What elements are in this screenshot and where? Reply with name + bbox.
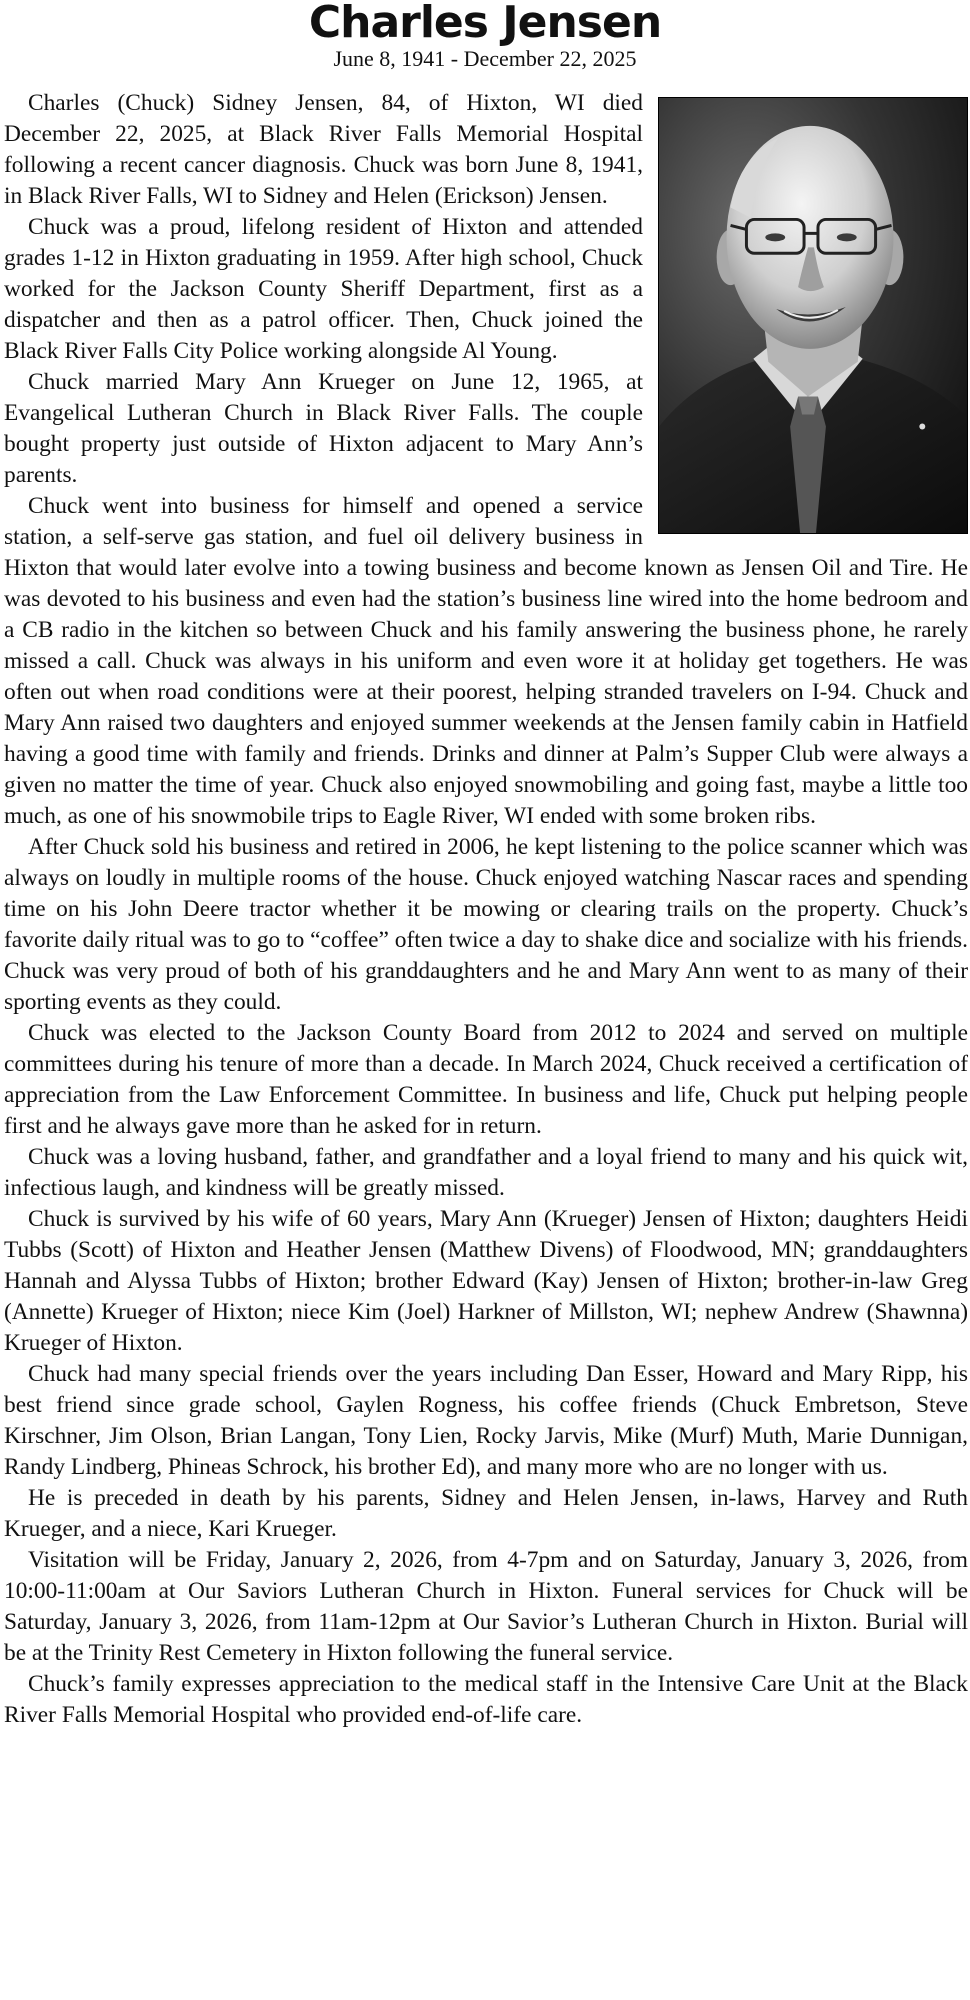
- paragraph-survivors: Chuck is survived by his wife of 60 years, Mary Ann (Krueger) Jensen of Hixton; daughters Heidi Tubbs (Scott) of Hixton and Heather Jensen (Matthew Divens) of Floodwood, MN; granddaughters Hannah and Alyssa Tubbs of Hixton; brother Edward (Kay) Jensen of Hixton; brother-in-law Greg (Annette) Krueger of Hixton; niece Kim (Joel) Harkner of Millston, WI; nephew Andrew (Shawnna) Krueger of Hixton.: [4, 1206, 968, 1356]
- paragraph-character: Chuck was a loving husband, father, and grandfather and a loyal friend to many and his quick wit, infectious laugh, and kindness will be greatly missed.: [4, 1144, 968, 1201]
- paragraph-marriage: Chuck married Mary Ann Krueger on June 12, 1965, at Evangelical Lutheran Church in Black River Falls. The couple bought property just outside of Hixton adjacent to Mary Ann’s parents.: [4, 369, 643, 488]
- paragraph-early-life: Chuck was a proud, lifelong resident of Hixton and attended grades 1-12 in Hixton graduating in 1959. After high school, Chuck worked for the Jackson County Sheriff Department, first as a dispatcher and then as a patrol officer. Then, Chuck joined the Black River Falls City Police working alongside Al Young.: [4, 214, 643, 364]
- obituary-body: [4, 88, 968, 1731]
- paragraph-retirement: After Chuck sold his business and retired in 2006, he kept listening to the police scanner which was always on loudly in multiple rooms of the house. Chuck enjoyed watching Nascar races and spending time on his John Deere tractor whether it be mowing or clearing trails on the property. Chuck’s favorite daily ritual was to go to “coffee” often twice a day to shake dice and socialize with his friends. Chuck was very proud of both of his granddaughters and he and Mary Ann went to as many of their sporting events as they could.: [4, 834, 968, 1015]
- paragraph-county-board: Chuck was elected to the Jackson County Board from 2012 to 2024 and served on multiple committees during his tenure of more than a decade. In March 2024, Chuck received a certification of appreciation from the Law Enforcement Committee. In business and life, Chuck put helping people first and he always gave more than he asked for in return.: [4, 1020, 968, 1139]
- paragraph-friends: Chuck had many special friends over the years including Dan Esser, Howard and Mary Ripp, his best friend since grade school, Gaylen Rogness, his coffee friends (Chuck Embretson, Steve Kirschner, Jim Olson, Brian Langan, Tony Lien, Rocky Jarvis, Mike (Murf) Muth, Marie Dunnigan, Randy Lindberg, Phineas Schrock, his brother Ed), and many more who are no longer with us.: [4, 1361, 968, 1480]
- paragraph-appreciation: Chuck’s family expresses appreciation to the medical staff in the Intensive Care Unit at the Black River Falls Memorial Hospital who provided end-of-life care.: [4, 1671, 968, 1728]
- paragraph-business: Chuck went into business for himself and opened a service station, a self-serve gas station, and fuel oil delivery business in Hixton that would later evolve into a towing business and become known as Jensen Oil and Tire. He was devoted to his business and even had the station’s business line wired into the home bedroom and a CB radio in the kitchen so between Chuck and his family answering the business phone, he rarely missed a call. Chuck was always in his uniform and even wore it at holiday get togethers. He was often out when road conditions were at their poorest, helping stranded travelers on I-94. Chuck and Mary Ann raised two daughters and enjoyed summer weekends at the Jensen family cabin in Hatfield having a good time with family and friends. Drinks and dinner at Palm’s Supper Club were always a given no matter the time of year. Chuck also enjoyed snowmobiling and going fast, maybe a little too much, as one of his snowmobile trips to Eagle River, WI ended with some broken ribs.: [4, 493, 968, 829]
- paragraph-services: Visitation will be Friday, January 2, 2026, from 4-7pm and on Saturday, January 3, 2026, from 10:00-11:00am at Our Saviors Lutheran Church in Hixton. Funeral services for Chuck will be Saturday, January 3, 2026, from 11am-12pm at Our Savior’s Lutheran Church in Hixton. Burial will be at the Trinity Rest Cemetery in Hixton following the funeral service.: [4, 1547, 968, 1666]
- paragraph-preceded: He is preceded in death by his parents, Sidney and Helen Jensen, in-laws, Harvey and Ruth Krueger, and a niece, Kari Krueger.: [4, 1485, 968, 1542]
- paragraph-death-notice: Charles (Chuck) Sidney Jensen, 84, of Hixton, WI died December 22, 2025, at Black River Falls Memorial Hospital following a recent cancer diagnosis. Chuck was born June 8, 1941, in Black River Falls, WI to Sidney and Helen (Erickson) Jensen.: [4, 90, 643, 209]
- photo-spacer: [643, 88, 968, 543]
- obituary-title: Charles Jensen: [308, 0, 662, 48]
- life-dates: June 8, 1941 - December 22, 2025: [333, 46, 637, 71]
